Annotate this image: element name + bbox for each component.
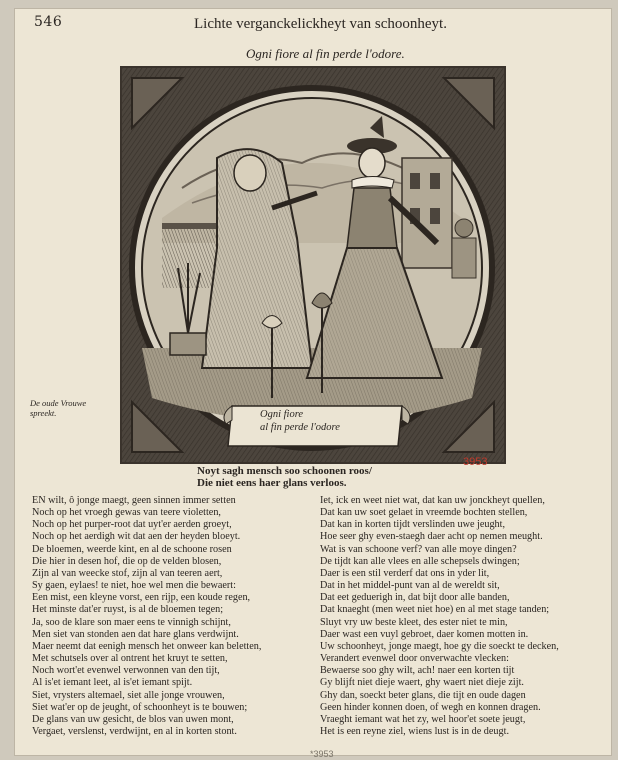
verse-line: Siet wat'er op de jeught, of schoonheyt is te bouwen;: [32, 701, 248, 713]
verse-line: Noch op het vroegh gewas van teere violetten,: [32, 507, 221, 519]
verse-line: Sy gaen, eylaes! te niet, hoe wel men die bewaert:: [32, 580, 236, 592]
verse-column-right: [320, 495, 610, 738]
verse-line: Men siet van stonden aen dat hare glans verdwijnt.: [32, 628, 239, 640]
verse-line: Het is een reyne ziel, wiens lust is in de deugt.: [320, 725, 509, 737]
verse-line: Dat in het middel-punt van al de wereldt sit,: [320, 580, 500, 592]
red-inventory-stamp: 3953: [463, 456, 488, 468]
verse-line: Al is'et iemant leet, al is'et iemant spijt.: [32, 677, 193, 689]
verse-line: Dat eet geduerigh in, dat bijt door alle banden,: [320, 592, 510, 604]
verse-line: Vergaet, verslenst, verdwijnt, en al in korten stont.: [32, 725, 237, 737]
verse-line: Geen hinder konnen doen, of wegh en konnen dragen.: [320, 701, 541, 713]
verse-line: Siet, vrysters altemael, siet alle jonge vrouwen,: [32, 689, 225, 701]
verse-line: De glans van uw gesicht, de blos van uwen mont,: [32, 713, 234, 725]
verse-line: Noch op het aerdigh wit dat aen der heyden bloeyt.: [32, 531, 241, 543]
motto: Ogni fiore al fin perde l'odore.: [246, 46, 405, 61]
verse-line: Daer wast een vuyl gebroet, daer komen motten in.: [320, 628, 529, 640]
verse-line: Ghy dan, soeckt beter glans, die tijt en oude dagen: [320, 689, 526, 701]
pencil-inventory-number: *3953: [310, 749, 334, 759]
verse-line: Noch op het purper-root dat uyt'er aerden groeyt,: [32, 519, 232, 531]
verse-line: Met schutsels over al ontrent het kruyt te setten,: [32, 653, 228, 665]
verse-line: De tijdt kan alle vlees en alle schepsels dwingen;: [320, 555, 520, 567]
verse-line: Wat is van schoone verf? van alle moye dingen?: [320, 543, 517, 555]
running-header: Lichte verganckelickheyt van schoonheyt.: [194, 16, 447, 32]
verse-line: Het minste dat'er ruyst, is al de bloemen tegen;: [32, 604, 224, 616]
verse-line: Iet, ick en weet niet wat, dat kan uw jonckheyt quellen,: [320, 495, 545, 506]
caption-couplet: Noyt sagh mensch soo schoonen roos/ Die niet eens haer glans verloos.: [197, 465, 372, 489]
verse-column-left: [32, 495, 322, 738]
verse-line: Daer is een stil verderf dat ons in yder lit,: [320, 567, 490, 579]
verse-line: Uw schoonheyt, jonge maegt, hoe gy die soeckt te decken,: [320, 640, 559, 652]
page-number: 546: [34, 14, 63, 30]
verse-line: Vraeght iemant wat het zy, wel hoor'et soete jeugt,: [320, 713, 526, 725]
verse-line: Dat kan uw soet gelaet in vreemde bochten stellen,: [320, 507, 528, 519]
verse-line: Noch wort'et evenwel verwonnen van den tijt,: [32, 665, 220, 677]
verse-line: Dat knaeght (men weet niet hoe) en al met stage tanden;: [320, 604, 550, 616]
verse-line: Hoe seer ghy even-staegh daer acht op nemen meught.: [320, 531, 543, 543]
book-page: [14, 8, 612, 759]
engraving-plate: [120, 66, 506, 464]
verse-line: EN wilt, ô jonge maegt, geen sinnen immer setten: [32, 495, 236, 506]
verse-line: De bloemen, weerde kint, en al de schoone rosen: [32, 543, 232, 555]
verse-line: Sluyt vry uw beste kleet, des ester niet te min,: [320, 616, 508, 628]
margin-note: De oude Vrouwe spreekt.: [30, 398, 87, 418]
verse-line: Een mist, een kleyne vorst, een rijp, een koude regen,: [32, 592, 251, 604]
ribbon-inscription: Ogni fiore al fin perde l'odore: [260, 409, 340, 433]
verse-line: Gy blijft niet dieje waert, ghy waert niet dieje zijt.: [320, 677, 524, 689]
verse-line: Verandert evenwel door onverwachte vlecken:: [320, 653, 509, 665]
verse-line: Die hier in desen hof, die op de velden blosen,: [32, 555, 222, 567]
verse-line: Maer neemt dat eenigh mensch het onweer kan beletten,: [32, 640, 262, 652]
verse-line: Dat kan in korten tijdt verslinden uwe jeught,: [320, 519, 506, 531]
verse-line: Bewaerse soo ghy wilt, ach! naer een korten tijt: [320, 665, 515, 677]
verse-line: Ja, soo de klare son maer eens te vinnigh schijnt,: [32, 616, 231, 628]
engraving-illustration: [122, 68, 504, 462]
verse-line: Zijn al van weecke stof, zijn al van teeren aert,: [32, 567, 223, 579]
